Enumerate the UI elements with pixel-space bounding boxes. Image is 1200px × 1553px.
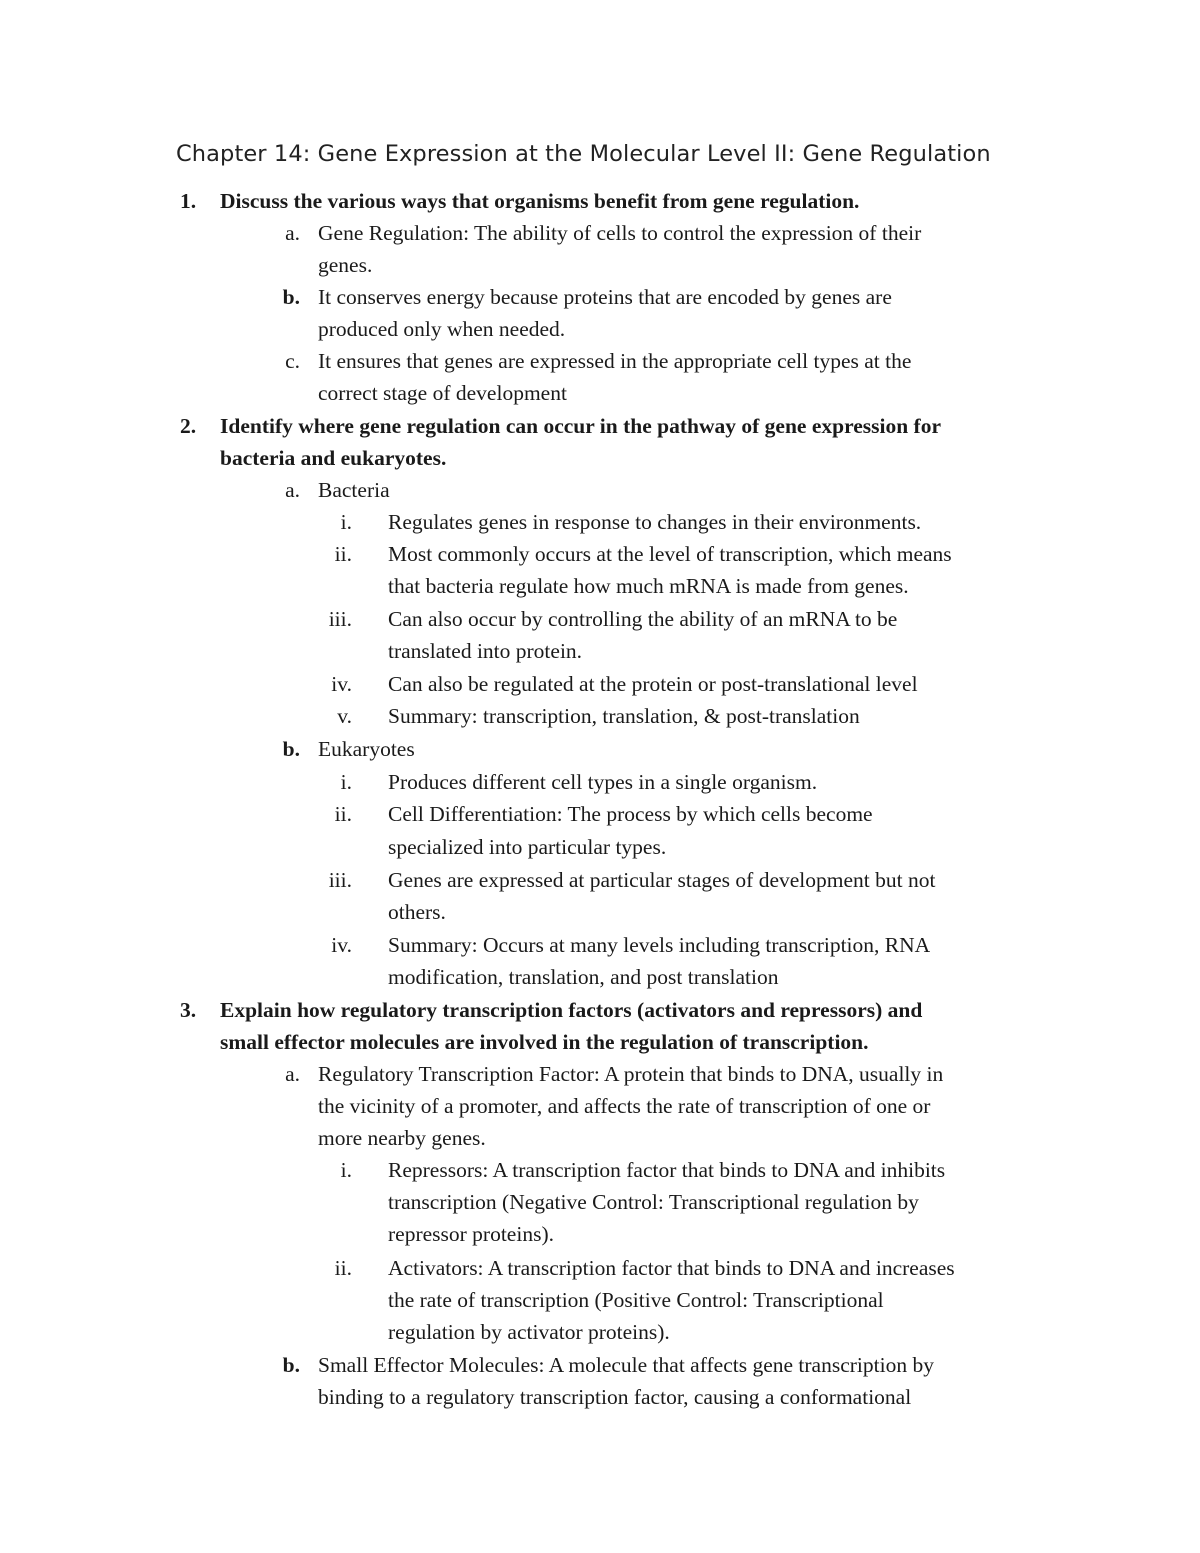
q3-line-2: small effector molecules are involved in the regulation of transcription. [220,1030,869,1054]
q3-line-1: Explain how regulatory transcription factors (activators and repressors) and [220,998,923,1022]
q3-a-line-1: Regulatory Transcription Factor: A protein that binds to DNA, usually in [318,1062,944,1086]
q2-b-i-marker: i. [340,770,352,794]
q2-a-ii-marker: ii. [334,542,352,566]
q2-a-iv-marker: iv. [331,672,352,696]
q2-b-marker: b. [282,737,300,761]
chapter-title: Chapter 14: Gene Expression at the Molecular Level II: Gene Regulation [176,141,991,167]
q2-line-2: bacteria and eukaryotes. [220,446,447,470]
q1-b-line-2: produced only when needed. [318,317,566,341]
q1-b-line-1: It conserves energy because proteins that are encoded by genes are [318,285,892,309]
q3-number: 3. [180,998,197,1022]
q1-number: 1. [180,189,197,213]
q1-c-line-1: It ensures that genes are expressed in the appropriate cell types at the [318,349,912,373]
q2-line-1: Identify where gene regulation can occur in the pathway of gene expression for [220,414,942,438]
q1-a-marker: a. [285,221,300,245]
q3-a-i-line-2: transcription (Negative Control: Transcriptional regulation by [388,1190,919,1214]
q3-a-i-line-3: repressor proteins). [388,1222,554,1246]
q2-a-iii-line-2: translated into protein. [388,639,583,663]
q2-a-label: Bacteria [318,478,390,502]
q2-a-iv-line-1: Can also be regulated at the protein or post-translational level [388,672,918,696]
q3-a-ii-line-2: the rate of transcription (Positive Control: Transcriptional [388,1288,884,1312]
q2-b-iii-line-2: others. [388,900,446,924]
q2-b-iv-line-2: modification, translation, and post translation [388,965,779,989]
q2-a-marker: a. [285,478,300,502]
q3-b-line-1: Small Effector Molecules: A molecule that affects gene transcription by [318,1353,934,1377]
q2-b-ii-marker: ii. [334,802,352,826]
q2-a-v-marker: v. [337,704,352,728]
q2-a-i-line-1: Regulates genes in response to changes in their environments. [388,510,922,534]
q2-b-ii-line-1: Cell Differentiation: The process by which cells become [388,802,873,826]
q2-number: 2. [180,414,197,438]
q3-b-marker: b. [282,1353,300,1377]
q3-a-line-2: the vicinity of a promoter, and affects the rate of transcription of one or [318,1094,931,1118]
q2-a-v-line-1: Summary: transcription, translation, & post-translation [388,704,860,728]
q2-b-iii-line-1: Genes are expressed at particular stages of development but not [388,868,936,892]
q2-b-label: Eukaryotes [318,737,415,761]
q3-a-marker: a. [285,1062,300,1086]
q2-a-ii-line-1: Most commonly occurs at the level of transcription, which means [388,542,952,566]
q2-b-iv-marker: iv. [331,933,352,957]
q3-b-line-2: binding to a regulatory transcription factor, causing a conformational [318,1385,912,1409]
q3-a-i-line-1: Repressors: A transcription factor that binds to DNA and inhibits [388,1158,946,1182]
q1-c-line-2: correct stage of development [318,381,567,405]
q2-b-iii-marker: iii. [328,868,352,892]
q3-a-i-marker: i. [340,1158,352,1182]
q3-a-ii-line-1: Activators: A transcription factor that binds to DNA and increases [388,1256,955,1280]
q2-b-i-line-1: Produces different cell types in a single organism. [388,770,818,794]
q2-a-i-marker: i. [340,510,352,534]
q2-b-ii-line-2: specialized into particular types. [388,835,667,859]
q2-a-iii-line-1: Can also occur by controlling the ability of an mRNA to be [388,607,898,631]
q3-a-ii-marker: ii. [334,1256,352,1280]
q1-text: Discuss the various ways that organisms benefit from gene regulation. [220,189,860,213]
q1-b-marker: b. [282,285,300,309]
q2-a-iii-marker: iii. [328,607,352,631]
q3-a-line-3: more nearby genes. [318,1126,486,1150]
q2-a-ii-line-2: that bacteria regulate how much mRNA is made from genes. [388,574,909,598]
q2-b-iv-line-1: Summary: Occurs at many levels including transcription, RNA [388,933,931,957]
q1-a-line-2: genes. [318,253,373,277]
q1-a-line-1: Gene Regulation: The ability of cells to control the expression of their [318,221,922,245]
q1-c-marker: c. [285,349,300,373]
q3-a-ii-line-3: regulation by activator proteins). [388,1320,670,1344]
